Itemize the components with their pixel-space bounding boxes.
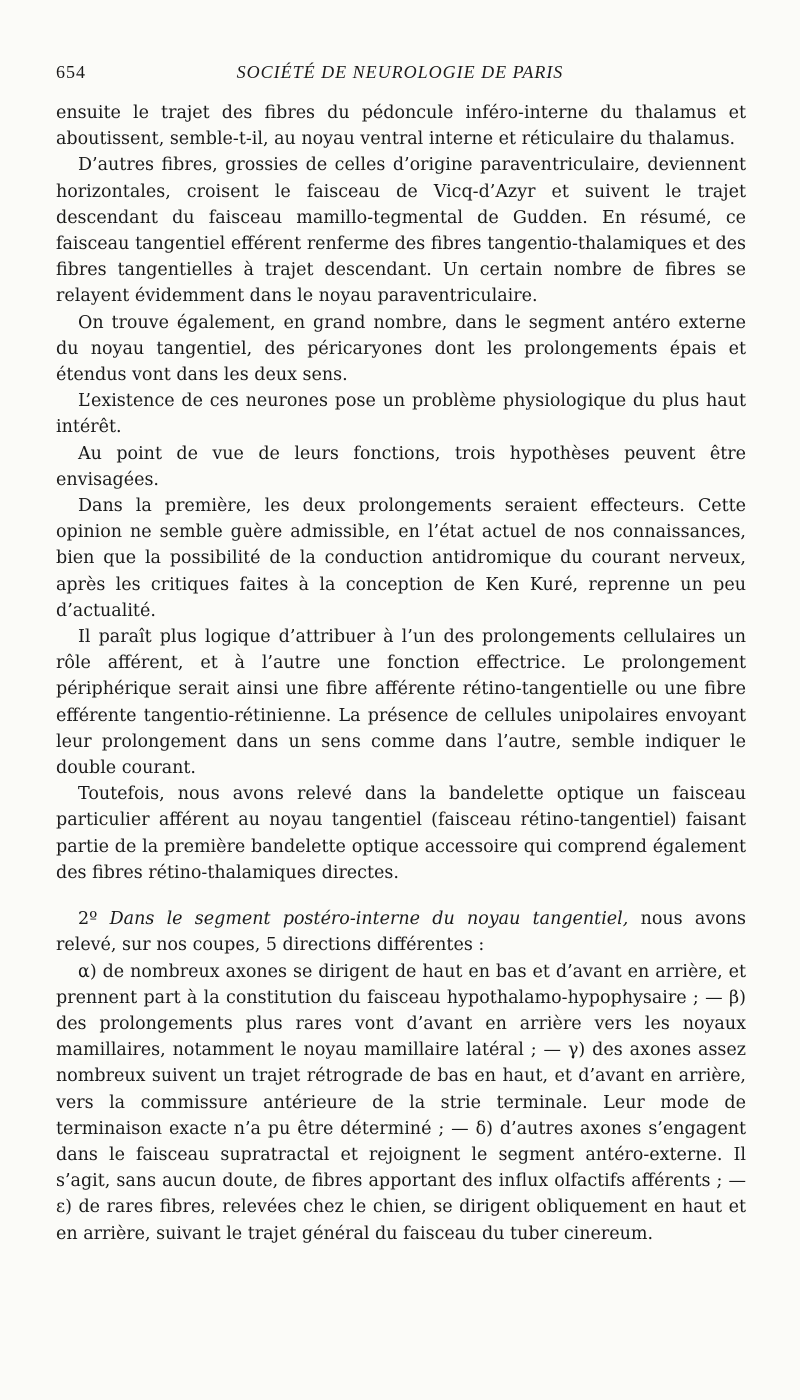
body-text: [56, 100, 746, 1247]
running-title: SOCIÉTÉ DE NEUROLOGIE DE PARIS: [236, 62, 564, 82]
section-number: 2º: [78, 909, 98, 930]
section-lead: nous avons relevé, sur nos coupes, 5 directions différentes :: [56, 909, 746, 956]
paragraph: Toutefois, nous avons relevé dans la bandelette optique un faisceau particulier afférent au noyau tangentiel (faisceau rétino-tangentiel) faisant partie de la première bandelette optique accessoire qui comprend également des fibres rétino-thalamiques directes.: [56, 784, 746, 883]
paragraph: Au point de vue de leurs fonctions, trois hypothèses peuvent être envisagées.: [56, 443, 746, 490]
paragraph: L’existence de ces neurones pose un problème physiologique du plus haut intérêt.: [56, 391, 746, 438]
paragraph: ensuite le trajet des fibres du pédoncule inféro-interne du thalamus et aboutissent, semble-t-il, au noyau ventral interne et réticulaire du thalamus.: [56, 103, 746, 150]
section-paragraph: [56, 906, 746, 958]
paragraph: Dans la première, les deux prolongements seraient effecteurs. Cette opinion ne semble guère admissible, en l’état actuel de nos connaissances, bien que la possibilité de la conduction antidromique du courant nerveux, après les critiques faites à la conception de Ken Kuré, reprenne un peu d’actualité.: [56, 496, 746, 621]
page-number: 654: [56, 62, 86, 82]
paragraph: D’autres fibres, grossies de celles d’origine paraventriculaire, deviennent horizontales, croisent le faisceau de Vicq-d’Azyr et suivent le trajet descendant du faisceau mamillo-tegmental de Gudden. En résumé, ce faisceau tangentiel efférent renferme des fibres tangentio-thalamiques et des fibres tangentielles à trajet descendant. Un certain nombre de fibres se relayent évidemment dans le noyau paraventriculaire.: [56, 155, 746, 307]
paragraph: Il paraît plus logique d’attribuer à l’un des prolongements cellulaires un rôle afférent, et à l’autre une fonction effectrice. Le prolongement périphérique serait ainsi une fibre afférente rétino-tangentielle ou une fibre efférente tangentio-rétinienne. La présence de cellules unipolaires envoyant leur prolongement dans un sens comme dans l’autre, semble indiquer le double courant.: [56, 627, 746, 779]
section-title: Dans le segment postéro-interne du noyau tangentiel,: [109, 909, 629, 930]
page-header: [56, 62, 744, 88]
paragraph: α) de nombreux axones se dirigent de haut en bas et d’avant en arrière, et prennent part à la constitution du faisceau hypothalamo-hypophysaire ; — β) des prolongements plus rares vont d’avant en arrière vers les noyaux mamillaires, notamment le noyau mamillaire latéral ; — γ) des axones assez nombreux suivent un trajet rétrograde de bas en haut, et d’avant en arrière, vers la commissure antérieure de la strie terminale. Leur mode de terminaison exacte n’a pu être déterminé ; — δ) d’autres axones s’engagent dans le faisceau supratractal et rejoignent le segment antéro-externe. Il s’agit, sans aucun doute, de fibres apportant des influx olfactifs afférents ; — ε) de rares fibres, relevées chez le chien, se dirigent obliquement en haut et en arrière, suivant le trajet général du faisceau du tuber cinereum.: [56, 961, 746, 1244]
paragraph: On trouve également, en grand nombre, dans le segment antéro externe du noyau tangentiel, des péricaryones dont les prolongements épais et étendus vont dans les deux sens.: [56, 312, 746, 386]
